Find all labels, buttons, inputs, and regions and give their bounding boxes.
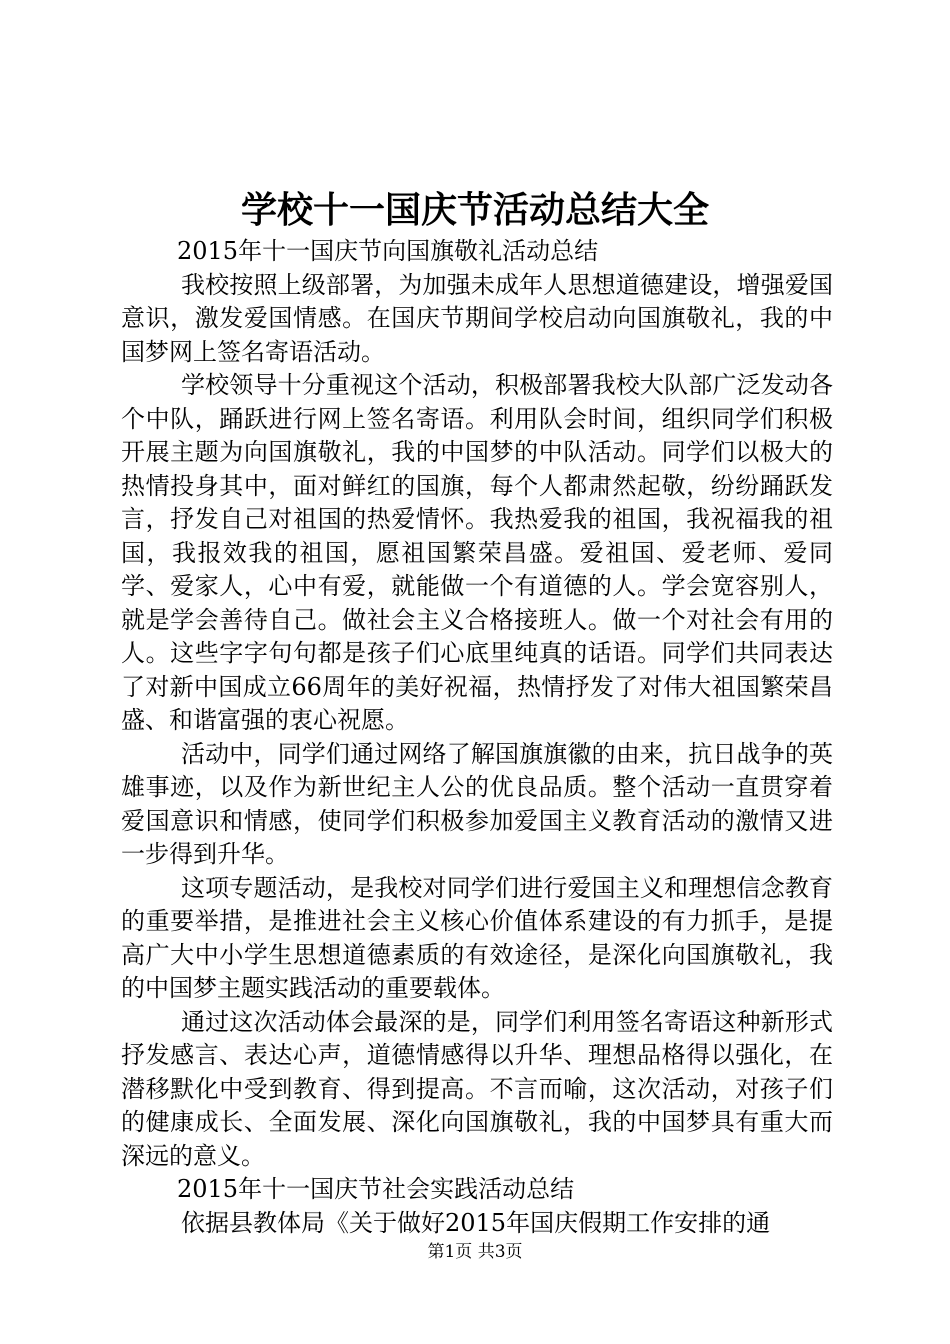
- body-paragraph: 活动中，同学们通过网络了解国旗旗徽的由来，抗日战争的英雄事迹，以及作为新世纪主人公的优良品质。整个活动一直贯穿着爱国意识和情感，使同学们积极参加爱国主义教育活动的激情又进一步得到升华。: [121, 739, 833, 868]
- body-paragraph: 通过这次活动体会最深的是，同学们利用签名寄语这种新形式抒发感言、表达心声，道德情感得以升华、理想品格得以强化，在潜移默化中受到教育、得到提高。不言而喻，这次活动，对孩子们的健康成长、全面发展、深化向国旗敬礼，我的中国梦具有重大而深远的意义。: [121, 1007, 833, 1170]
- document-body: [121, 235, 833, 1240]
- page-footer: 第1页 共3页: [427, 1242, 523, 1262]
- body-paragraph: 学校领导十分重视这个活动，积极部署我校大队部广泛发动各个中队，踊跃进行网上签名寄语。利用队会时间，组织同学们积极开展主题为向国旗敬礼，我的中国梦的中队活动。同学们以极大的热情投身其中，面对鲜红的国旗，每个人都肃然起敬，纷纷踊跃发言，抒发自己对祖国的热爱情怀。我热爱我的祖国，我祝福我的祖国，我报效我的祖国，愿祖国繁荣昌盛。爱祖国、爱老师、爱同学、爱家人，心中有爱，就能做一个有道德的人。学会宽容别人，就是学会善待自己。做社会主义合格接班人。做一个对社会有用的人。这些字字句句都是孩子们心底里纯真的话语。同学们共同表达了对新中国成立66周年的美好祝福，热情抒发了对伟大祖国繁荣昌盛、和谐富强的衷心祝愿。: [121, 371, 833, 734]
- section-heading: 2015年十一国庆节向国旗敬礼活动总结: [177, 237, 599, 265]
- body-paragraph: 这项专题活动，是我校对同学们进行爱国主义和理想信念教育的重要举措，是推进社会主义核心价值体系建设的有力抓手，是提高广大中小学生思想道德素质的有效途径，是深化向国旗敬礼，我的中国梦主题实践活动的重要载体。: [121, 873, 833, 1002]
- body-paragraph: 依据县教体局《关于做好2015年国庆假期工作安排的通: [181, 1208, 771, 1237]
- document-title: 学校十一国庆节活动总结大全: [240, 189, 709, 231]
- body-paragraph: 我校按照上级部署，为加强未成年人思想道德建设，增强爱国意识，激发爱国情感。在国庆节期间学校启动向国旗敬礼，我的中国梦网上签名寄语活动。: [121, 270, 833, 366]
- section-heading: 2015年十一国庆节社会实践活动总结: [177, 1175, 575, 1203]
